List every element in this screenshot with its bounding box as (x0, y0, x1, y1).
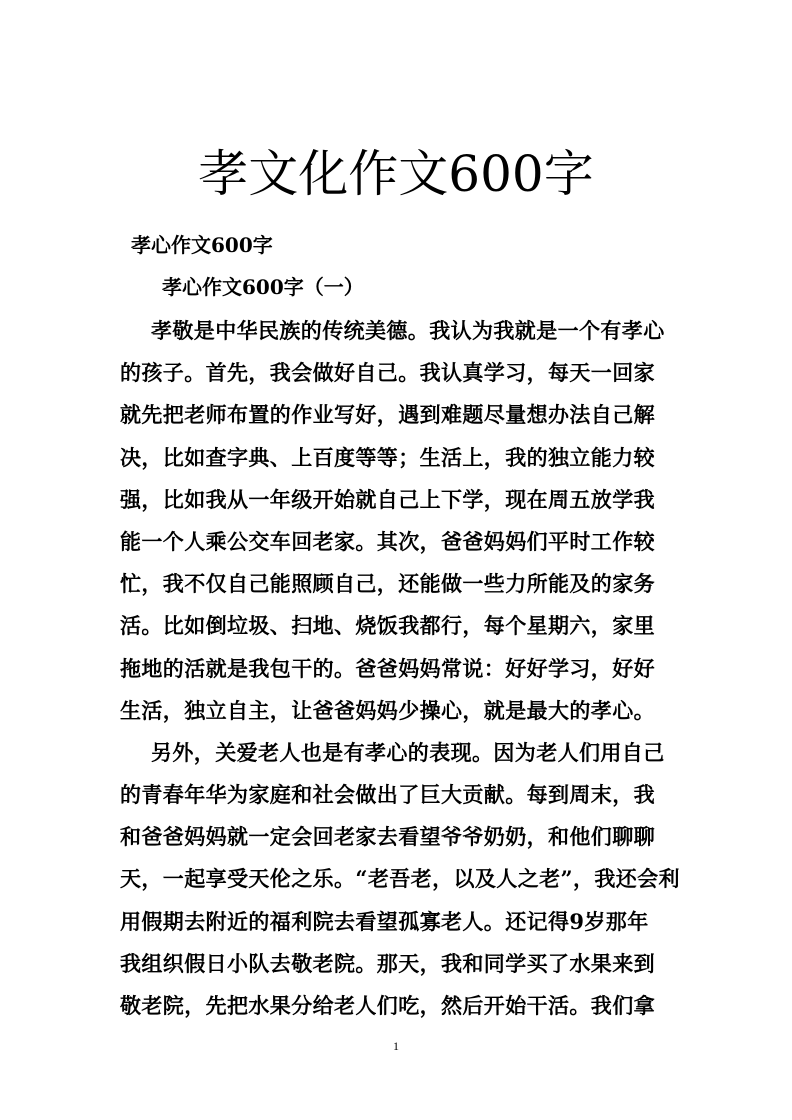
document-subtitle: 孝心作文600字 (131, 233, 273, 257)
text-line: 我组织假日小队去敬老院。那天，我和同学买了水果来到 (120, 950, 655, 976)
document-title: 孝文化作文600字 (198, 145, 594, 203)
text-line: 天，一起享受天伦之乐。“老吾老，以及人之老”，我还会利 (120, 866, 680, 892)
text-line: 孝敬是中华民族的传统美德。我认为我就是一个有孝心 (151, 318, 665, 343)
text-line: 的青春年华为家庭和社会做出了巨大贡献。每到周末，我 (120, 782, 655, 808)
text-line: 拖地的活就是我包干的。爸爸妈妈常说：好好学习，好好 (120, 655, 655, 681)
text-line: 敬老院，先把水果分给老人们吃，然后开始干活。我们拿 (120, 993, 655, 1018)
body-text (120, 310, 680, 1027)
text-line: 忙，我不仅自己能照顾自己，还能做一些力所能及的家务 (120, 571, 655, 597)
text-line: 用假期去附近的福利院去看望孤寡老人。还记得9岁那年 (120, 908, 649, 934)
text-line: 活。比如倒垃圾、扫地、烧饭我都行，每个星期六，家里 (120, 613, 655, 639)
section-heading: 孝心作文600字（一） (162, 275, 364, 299)
text-line: 强，比如我从一年级开始就自己上下学，现在周五放学我 (120, 486, 655, 512)
text-line: 就先把老师布置的作业写好，遇到难题尽量想办法自己解 (120, 402, 655, 428)
text-line: 另外，关爱老人也是有孝心的表现。因为老人们用自己 (151, 739, 665, 765)
page-number: 1 (393, 1039, 399, 1053)
text-line: 决，比如查字典、上百度等等；生活上，我的独立能力较 (120, 444, 655, 470)
text-line: 能一个人乘公交车回老家。其次，爸爸妈妈们平时工作较 (120, 528, 655, 554)
text-line: 和爸爸妈妈就一定会回老家去看望爷爷奶奶，和他们聊聊 (120, 824, 655, 850)
text-line: 的孩子。首先，我会做好自己。我认真学习，每天一回家 (120, 360, 655, 386)
text-line: 生活，独立自主，让爸爸妈妈少操心，就是最大的孝心。 (120, 697, 655, 723)
